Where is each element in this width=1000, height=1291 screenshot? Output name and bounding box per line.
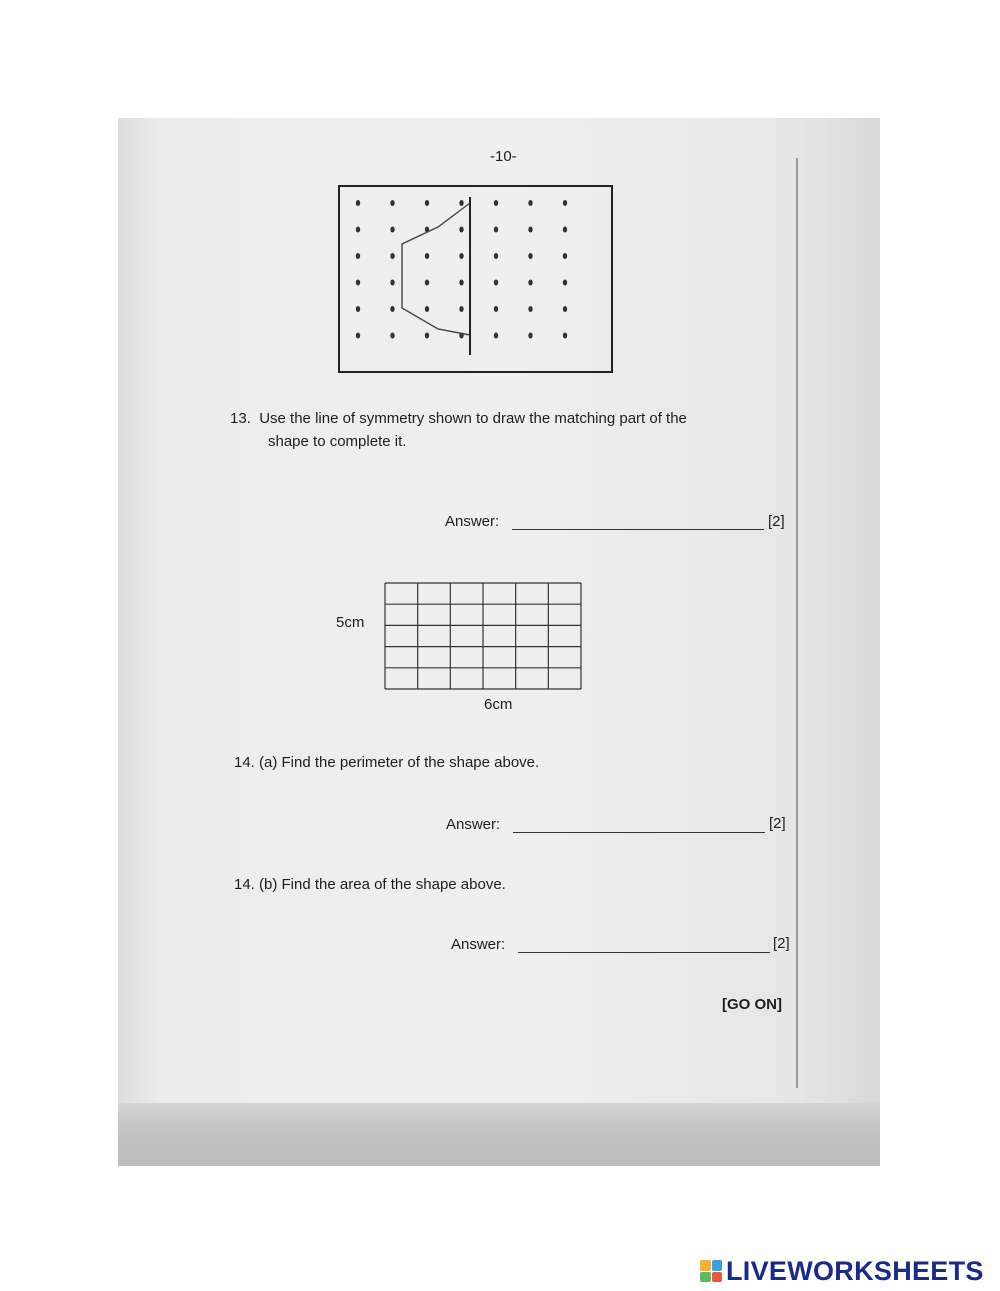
grid-dot — [390, 333, 394, 339]
grid-dot — [425, 306, 429, 312]
grid-dot — [356, 253, 360, 259]
grid-dot — [494, 253, 498, 259]
grid-dot — [563, 280, 567, 286]
logo-tile — [712, 1260, 723, 1271]
grid-dot — [356, 200, 360, 206]
question-13-text-cont: shape to complete it. — [268, 433, 407, 450]
grid-dot — [459, 306, 463, 312]
symmetry-dot-grid — [338, 185, 614, 375]
grid-dot — [563, 253, 567, 259]
grid-dot — [528, 253, 532, 259]
grid-dot — [356, 306, 360, 312]
question-14a-text: 14. (a) Find the perimeter of the shape above. — [234, 754, 540, 771]
page-edge-line — [796, 158, 798, 1088]
answer-14a-blank[interactable] — [513, 832, 765, 833]
grid-dot — [390, 227, 394, 233]
answer-14a-marks: [2] — [769, 815, 786, 832]
grid-dot — [494, 333, 498, 339]
grid-dot — [390, 200, 394, 206]
grid-dot — [390, 253, 394, 259]
grid-dot — [425, 280, 429, 286]
grid-dot — [528, 200, 532, 206]
question-14b-text: 14. (b) Find the area of the shape above. — [234, 876, 506, 893]
grid-dot — [494, 280, 498, 286]
half-shape-outline — [402, 203, 470, 335]
grid-dot — [563, 200, 567, 206]
grid-dot — [563, 333, 567, 339]
grid-dot — [390, 280, 394, 286]
height-label: 5cm — [336, 614, 365, 631]
answer-13-blank[interactable] — [512, 529, 764, 530]
grid-dot — [459, 280, 463, 286]
answer-14b-marks: [2] — [773, 935, 790, 952]
logo-tiles-icon — [700, 1260, 722, 1282]
grid-dot — [425, 253, 429, 259]
go-on-instruction: [GO ON] — [722, 996, 782, 1013]
logo-tile — [700, 1272, 711, 1283]
grid-dot — [459, 253, 463, 259]
grid-dot — [563, 306, 567, 312]
grid-dot — [494, 306, 498, 312]
liveworksheets-logo — [700, 1256, 984, 1286]
logo-tile — [712, 1272, 723, 1283]
logo-text: LIVEWORKSHEETS — [726, 1255, 984, 1286]
grid-dot — [494, 227, 498, 233]
grid-dot — [528, 306, 532, 312]
rectangle-grid — [383, 581, 583, 691]
answer-14b-blank[interactable] — [518, 952, 770, 953]
grid-dot — [390, 306, 394, 312]
scanned-worksheet — [118, 118, 880, 1166]
grid-dot — [528, 280, 532, 286]
logo-tile — [700, 1260, 711, 1271]
grid-dot — [494, 200, 498, 206]
grid-dot — [528, 227, 532, 233]
page-number: -10- — [490, 148, 517, 165]
answer-13-marks: [2] — [768, 513, 785, 530]
answer-13-label: Answer: — [445, 513, 500, 530]
grid-dot — [356, 280, 360, 286]
answer-14a-label: Answer: — [446, 816, 501, 833]
grid-dot — [356, 227, 360, 233]
grid-dot — [459, 227, 463, 233]
grid-dot — [356, 333, 360, 339]
answer-14b-label: Answer: — [451, 936, 506, 953]
grid-dot — [425, 200, 429, 206]
grid-dot — [563, 227, 567, 233]
grid-dot — [425, 333, 429, 339]
question-13-text: 13. Use the line of symmetry shown to draw the matching part of the — [230, 410, 687, 427]
scan-bottom-shadow — [118, 1103, 880, 1166]
width-label: 6cm — [484, 696, 513, 713]
grid-dot — [528, 333, 532, 339]
grid-dot — [459, 200, 463, 206]
